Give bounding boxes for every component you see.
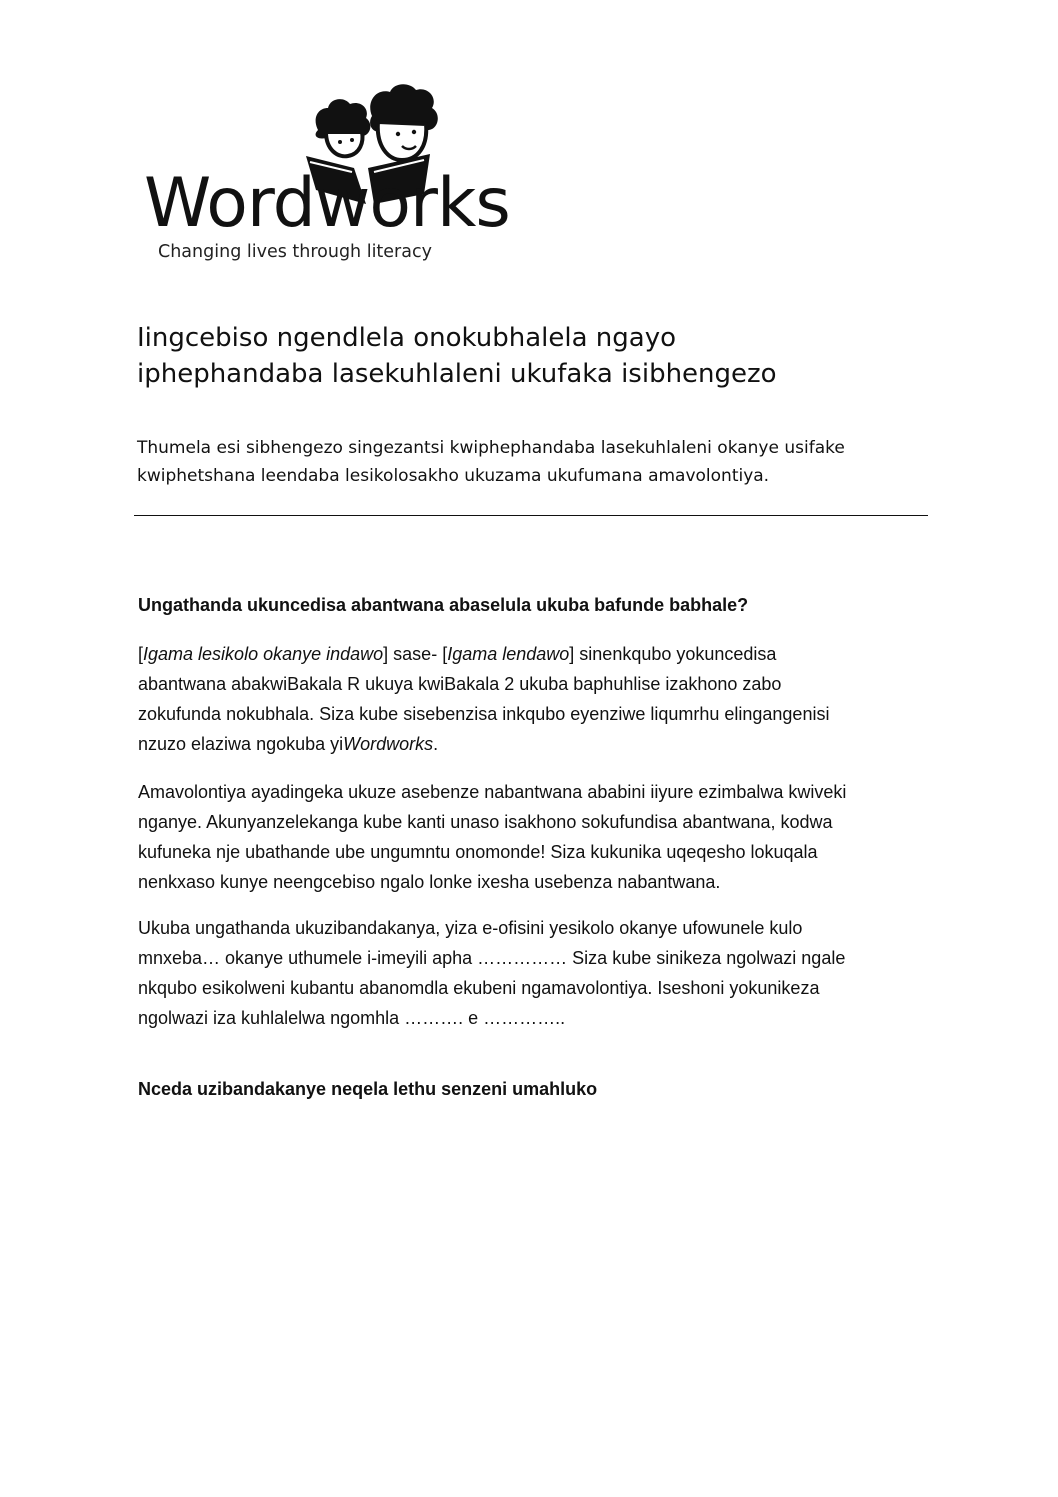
section-heading-join-team: Nceda uzibandakanye neqela lethu senzeni umahluko (138, 1079, 598, 1099)
paragraph-line: Ukuba ungathanda ukuzibandakanya, yiza e-ofisini yesikolo okanye ufowunele kulo (138, 918, 803, 938)
page-title-line: iphephandaba lasekuhlaleni ukufaka isibhengezo (137, 359, 777, 389)
paragraph-line: abantwana abakwiBakala R ukuya kwiBakala 2 ukuba baphuhlise izakhono zabo (138, 674, 782, 694)
paragraph-line: nenkxaso kunye neengcebiso ngalo lonke ixesha usebenza nabantwana. (138, 872, 721, 892)
text-run: nzuzo elaziwa ngokuba yi (138, 734, 344, 754)
paragraph-line (138, 729, 928, 759)
text-run: . (433, 734, 439, 754)
page-title (137, 320, 957, 392)
intro-paragraph (137, 434, 937, 490)
text-run: [ (138, 644, 144, 664)
logo-wordmark: Wordworks (144, 164, 510, 243)
paragraph-line: kufuneka nje ubathande ube ungumntu onomonde! Siza kukunika uqeqesho lokuqala (138, 842, 818, 862)
organisation-name: Wordworks (343, 734, 434, 754)
section-heading-volunteer-question: Ungathanda ukuncedisa abantwana abaselula ukuba bafunde babhale? (138, 595, 749, 615)
logo-tagline: Changing lives through literacy (158, 242, 432, 262)
text-run: ] sinenkqubo yokuncedisa (569, 644, 777, 664)
paragraph-line: nkqubo esikolweni kubantu abanomdla ekubeni ngamavolontiya. Iseshoni yokunikeza (138, 978, 820, 998)
horizontal-divider (134, 515, 928, 516)
paragraph-programme (138, 639, 928, 759)
paragraph-line: Amavolontiya ayadingeka ukuze asebenze nabantwana ababini iiyure ezimbalwa kwiveki (138, 782, 847, 802)
page-title-line: Iingcebiso ngendlela onokubhalela ngayo (137, 323, 677, 353)
placeholder-place-name: Igama lendawo (447, 644, 570, 664)
paragraph-line: mnxeba… okanye uthumele i-imeyili apha …………… Siza kube sinikeza ngolwazi ngale (138, 948, 846, 968)
intro-line: Thumela esi sibhengezo singezantsi kwiphephandaba lasekuhlaleni okanye usifake (137, 438, 845, 458)
paragraph-volunteers-needed (138, 777, 928, 897)
paragraph-line: nganye. Akunyanzelekanga kube kanti unaso isakhono sokufundisa abantwana, kodwa (138, 812, 833, 832)
intro-line: kwiphetshana leendaba lesikolosakho ukuzama ukufumana amavolontiya. (137, 466, 770, 486)
text-run: ] sase- [ (383, 644, 448, 664)
placeholder-school-name: Igama lesikolo okanye indawo (143, 644, 384, 664)
paragraph-line: ngolwazi iza kuhlalelwa ngomhla ………. e ………….. (138, 1008, 566, 1028)
paragraph-line: zokufunda nokubhala. Siza kube sisebenzisa inkqubo eyenziwe liqumrhu elingangenisi (138, 704, 830, 724)
paragraph-contact (138, 913, 928, 1033)
paragraph-line (138, 639, 928, 669)
